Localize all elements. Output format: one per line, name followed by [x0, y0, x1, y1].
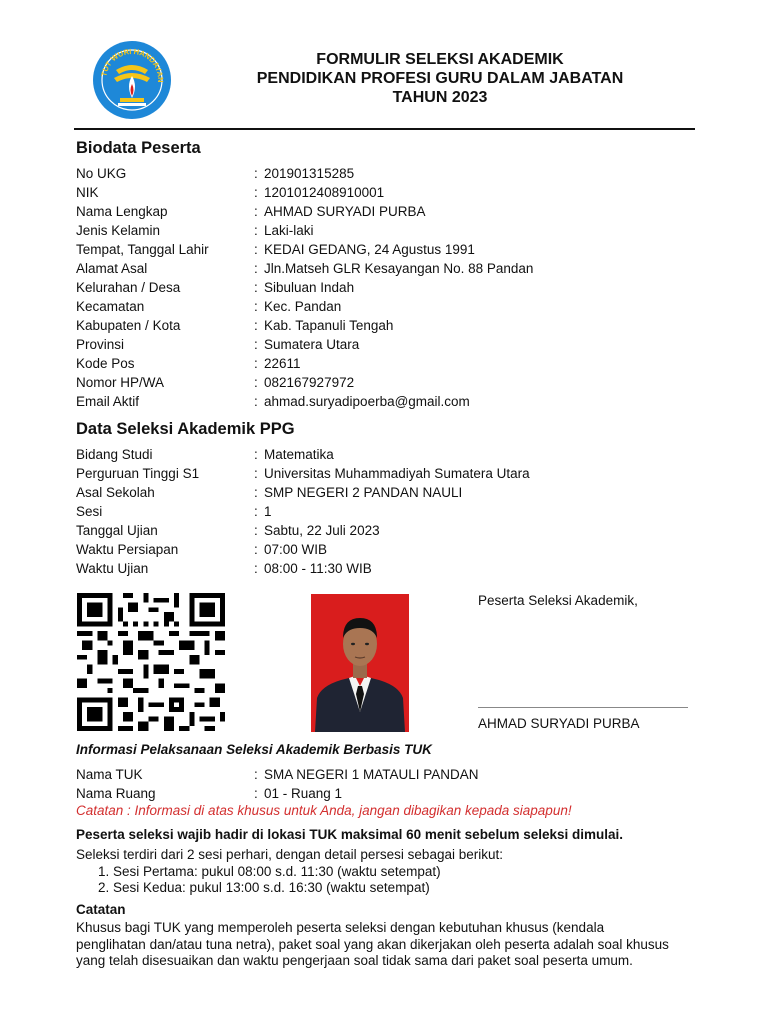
- row-value: Jln.Matseh GLR Kesayangan No. 88 Pandan: [264, 261, 534, 276]
- title-line-3: TAHUN 2023: [392, 89, 488, 106]
- session-item: 2. Sesi Kedua: pukul 13:00 s.d. 16:30 (waktu setempat): [98, 880, 430, 895]
- row-value: 07:00 WIB: [264, 542, 328, 557]
- row-colon: :: [254, 223, 258, 238]
- notes-title: Catatan: [76, 902, 126, 917]
- row-label: Provinsi: [76, 337, 125, 352]
- row-value: 1201012408910001: [264, 185, 385, 200]
- row-colon: :: [254, 337, 258, 352]
- row-colon: :: [254, 280, 258, 295]
- row-label: Kecamatan: [76, 299, 145, 314]
- row-value: 201901315285: [264, 166, 355, 181]
- row-colon: :: [254, 504, 258, 519]
- row-colon: :: [254, 299, 258, 314]
- row-label: Asal Sekolah: [76, 485, 155, 500]
- row-label: NIK: [76, 185, 99, 200]
- signature-line: [478, 707, 688, 708]
- header-divider: [74, 128, 695, 130]
- session-item: 1. Sesi Pertama: pukul 08:00 s.d. 11:30 (waktu setempat): [98, 864, 441, 879]
- row-colon: :: [254, 786, 258, 801]
- row-value: Sumatera Utara: [264, 337, 360, 352]
- row-colon: :: [254, 523, 258, 538]
- row-value: ahmad.suryadipoerba@gmail.com: [264, 394, 470, 409]
- row-label: Nama Ruang: [76, 786, 156, 801]
- svg-text:TUT WURI HANDAYANI: TUT WURI HANDAYAN: [99, 46, 166, 83]
- row-colon: :: [254, 318, 258, 333]
- row-value: 1: [264, 504, 272, 519]
- participant-photo: [311, 594, 409, 732]
- signature-caption: Peserta Seleksi Akademik,: [478, 593, 638, 608]
- row-colon: :: [254, 261, 258, 276]
- row-colon: :: [254, 204, 258, 219]
- sessions-intro: Seleksi terdiri dari 2 sesi perhari, dengan detail persesi sebagai berikut:: [76, 847, 503, 862]
- row-label: Perguruan Tinggi S1: [76, 466, 200, 481]
- row-colon: :: [254, 242, 258, 257]
- row-value: Kec. Pandan: [264, 299, 342, 314]
- attendance-notice: Peserta seleksi wajib hadir di lokasi TUK maksimal 60 menit sebelum seleksi dimulai.: [76, 827, 623, 842]
- row-label: Nama TUK: [76, 767, 143, 782]
- row-label: Email Aktif: [76, 394, 140, 409]
- row-colon: :: [254, 542, 258, 557]
- row-label: Nomor HP/WA: [76, 375, 165, 390]
- signature-name: AHMAD SURYADI PURBA: [478, 716, 640, 731]
- row-value: Sabtu, 22 Juli 2023: [264, 523, 380, 538]
- row-value: SMP NEGERI 2 PANDAN NAULI: [264, 485, 463, 500]
- row-label: Tanggal Ujian: [76, 523, 158, 538]
- row-value: AHMAD SURYADI PURBA: [264, 204, 426, 219]
- title-line-1: FORMULIR SELEKSI AKADEMIK: [316, 51, 564, 68]
- qr-code: [77, 593, 225, 731]
- row-colon: :: [254, 375, 258, 390]
- title-line-2: PENDIDIKAN PROFESI GURU DALAM JABATAN: [256, 70, 624, 87]
- sessions-list: [98, 864, 441, 896]
- row-label: Waktu Persiapan: [76, 542, 179, 557]
- row-colon: :: [254, 394, 258, 409]
- row-colon: :: [254, 561, 258, 576]
- row-value: Matematika: [264, 447, 334, 462]
- row-value: 22611: [264, 356, 301, 371]
- row-value: Universitas Muhammadiyah Sumatera Utara: [264, 466, 530, 481]
- tut-wuri-handayani-logo: [92, 40, 172, 120]
- row-colon: :: [254, 466, 258, 481]
- row-value: Sibuluan Indah: [264, 280, 355, 295]
- row-value: Laki-laki: [264, 223, 314, 238]
- seleksi-section-title: Data Seleksi Akademik PPG: [76, 420, 295, 438]
- document-header: [200, 50, 680, 107]
- row-label: Kabupaten / Kota: [76, 318, 181, 333]
- row-colon: :: [254, 485, 258, 500]
- confidential-warning: Catatan : Informasi di atas khusus untuk Anda, jangan dibagikan kepada siapapun!: [76, 803, 572, 818]
- row-value: 01 - Ruang 1: [264, 786, 343, 801]
- row-label: Alamat Asal: [76, 261, 148, 276]
- tuk-section-title: Informasi Pelaksanaan Seleksi Akademik Berbasis TUK: [76, 742, 432, 757]
- row-label: Jenis Kelamin: [76, 223, 161, 238]
- row-label: Kelurahan / Desa: [76, 280, 181, 295]
- row-value: KEDAI GEDANG, 24 Agustus 1991: [264, 242, 475, 257]
- row-value: SMA NEGERI 1 MATAULI PANDAN: [264, 767, 479, 782]
- row-label: Tempat, Tanggal Lahir: [76, 242, 209, 257]
- row-label: No UKG: [76, 166, 127, 181]
- row-value: 08:00 - 11:30 WIB: [264, 561, 372, 576]
- row-value: 082167927972: [264, 375, 355, 390]
- row-colon: :: [254, 166, 258, 181]
- row-colon: :: [254, 447, 258, 462]
- row-value: Kab. Tapanuli Tengah: [264, 318, 394, 333]
- biodata-section-title: Biodata Peserta: [76, 139, 201, 157]
- row-colon: :: [254, 185, 258, 200]
- row-colon: :: [254, 356, 258, 371]
- row-label: Nama Lengkap: [76, 204, 168, 219]
- row-label: Waktu Ujian: [76, 561, 149, 576]
- row-label: Kode Pos: [76, 356, 135, 371]
- notes-body: Khusus bagi TUK yang memperoleh peserta seleksi dengan kebutuhan khusus (kendala penglihatan dan/atau tuna netra), paket soal yang akan dikerjakan oleh peserta adalah soal khusus yang telah disesuaikan dan waktu pengerjaan soal tidak sama dari paket soal peserta umum.: [76, 920, 669, 968]
- row-colon: :: [254, 767, 258, 782]
- row-label: Sesi: [76, 504, 103, 519]
- row-label: Bidang Studi: [76, 447, 153, 462]
